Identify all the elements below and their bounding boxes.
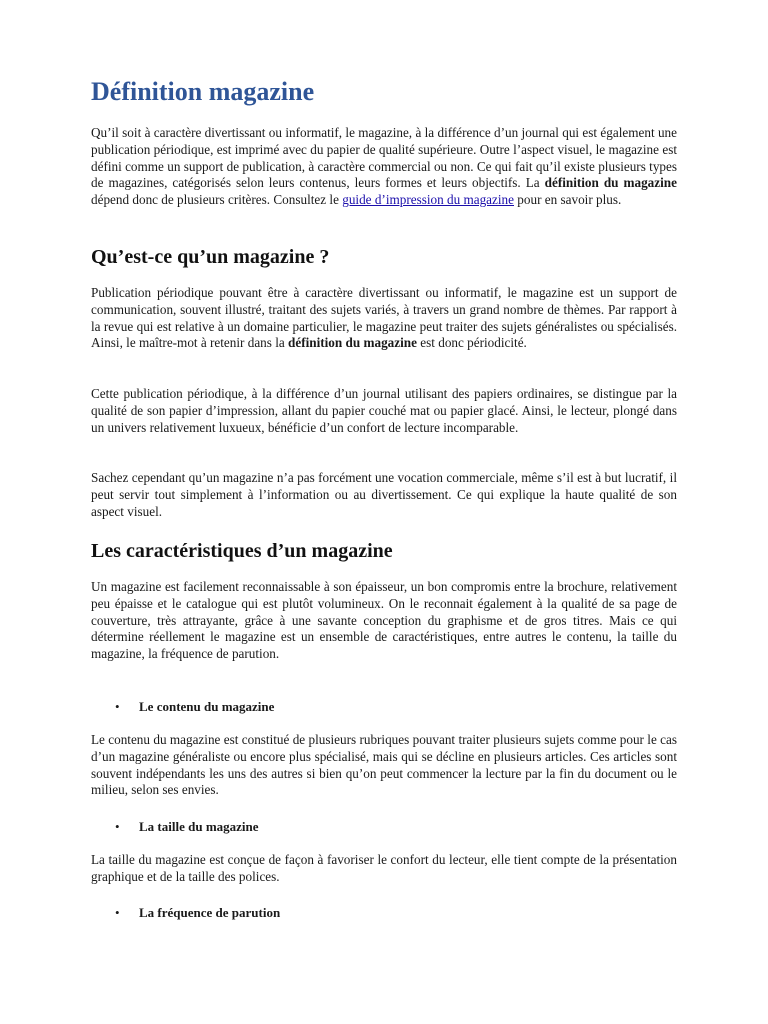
paragraph-characteristics: Un magazine est facilement reconnaissable à son épaisseur, un bon compromis entre la brochure, relativement peu épaisse et le catalogue qui est plutôt volumineux. On le reconnait également à la qualité de sa page de couverture, très attrayante, grâce à une savante conception du graphisme et de gros titres. Mais ce qui détermine réellement le magazine est un ensemble de caractéristiques, entre autres le contenu, la taille du magazine, la fréquence de parution. bbox=[91, 579, 677, 662]
intro-text-2: dépend donc de plusieurs critères. Consultez le bbox=[91, 192, 343, 208]
p1-text-2: est donc périodicité. bbox=[416, 335, 527, 351]
intro-paragraph bbox=[91, 125, 677, 209]
bullet-label-size: La taille du magazine bbox=[139, 819, 259, 834]
heading-what-is-magazine: Qu’est-ce qu’un magazine ? bbox=[91, 246, 330, 268]
intro-bold-term: définition du magazine bbox=[544, 175, 677, 191]
paragraph-size: La taille du magazine est conçue de façon à favoriser le confort du lecteur, elle tient compte de la présentation graphique et de la taille des polices. bbox=[91, 852, 677, 884]
bullet-label-frequency: La fréquence de parution bbox=[139, 905, 281, 920]
heading-characteristics: Les caractéristiques d’un magazine bbox=[91, 540, 393, 562]
magazine-print-guide-link[interactable]: guide d’impression du magazine bbox=[342, 192, 514, 208]
intro-text-3: pour en savoir plus. bbox=[514, 192, 622, 208]
paragraph-paper-quality: Cette publication périodique, à la différence d’un journal utilisant des papiers ordinaires, se distingue par la qualité de son papier d’impression, allant du papier couché mat ou papier glacé. Ainsi, le lecteur, plongé dans un univers relativement luxueux, bénéficie d’un confort de lecture incomparable. bbox=[91, 386, 677, 435]
p1-bold-term: définition du magazine bbox=[288, 335, 417, 351]
page-title: Définition magazine bbox=[91, 77, 315, 106]
intro-text-1: Qu’il soit à caractère divertissant ou informatif, le magazine, à la différence d’un journal qui est également une publication périodique, est imprimé avec du papier de qualité supérieure. Outre l’aspect visuel, le magazine est défini comme un support de publication, à caractère commercial ou non. Ce qui fait qu’il existe plusieurs types de magazines, catégorisés selon leurs contenus, leurs formes et leurs objectifs. La bbox=[91, 125, 677, 191]
paragraph-definition bbox=[91, 285, 677, 352]
paragraph-commercial: Sachez cependant qu’un magazine n’a pas forcément une vocation commerciale, même s’il est à but lucratif, il peut servir tout simplement à l’information ou au divertissement. Ce qui explique la haute qualité de son aspect visuel. bbox=[91, 470, 677, 519]
p1-text-1: Publication périodique pouvant être à caractère divertissant ou informatif, le magazine est un support de communication, souvent illustré, traitant des sujets variés, à travers un grand nombre de thèmes. Par rapport à la revue qui est relative à un domaine particulier, le magazine peut traiter des sujets généralistes ou spécialisés. Ainsi, le maître-mot à retenir dans la bbox=[91, 285, 677, 351]
paragraph-content: Le contenu du magazine est constitué de plusieurs rubriques pouvant traiter plusieurs sujets comme pour le cas d’un magazine généraliste ou encore plus spécialisé, mais qui se décline en plusieurs articles. Ces articles sont souvent indépendants les uns des autres si bien qu’on peut commencer la lecture par la fin du document ou le milieu, selon ses envies. bbox=[91, 732, 677, 798]
bullet-dot: • bbox=[115, 905, 120, 920]
bullet-dot: • bbox=[115, 819, 120, 834]
bullet-label-content: Le contenu du magazine bbox=[139, 699, 275, 714]
bullet-dot: • bbox=[115, 699, 120, 714]
